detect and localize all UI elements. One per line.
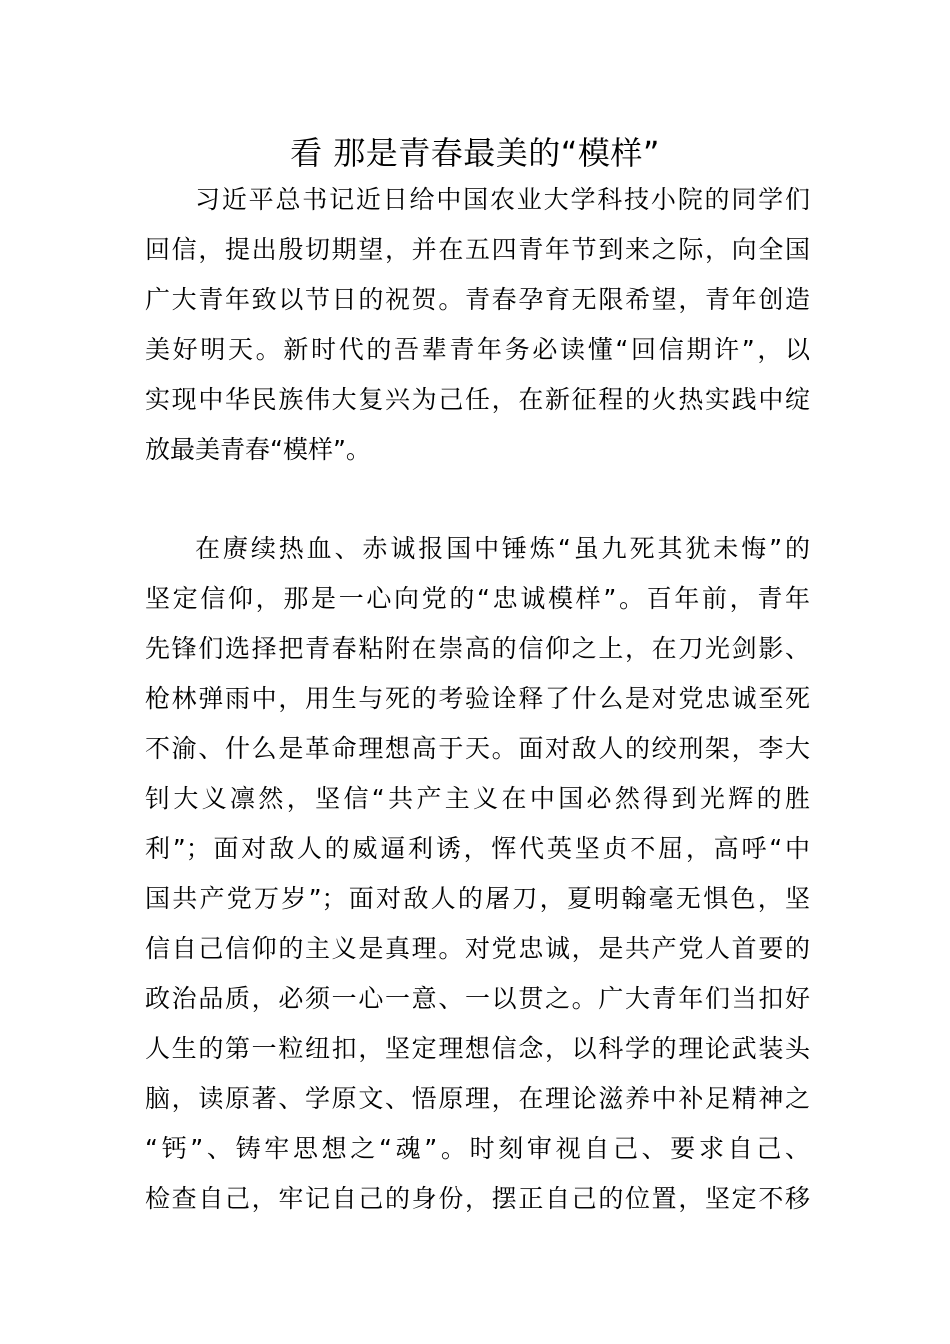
paragraph-line: 脑，读原著、学原文、悟原理，在理论滋养中补足精神之 <box>145 1084 810 1113</box>
paragraph-1 <box>145 175 810 475</box>
paragraph-2 <box>145 524 810 1224</box>
paragraph-line: 检查自己，牢记自己的身份，摆正自己的位置，坚定不移 <box>145 1184 810 1213</box>
paragraph-line: 国共产党万岁”；面对敌人的屠刀，夏明翰毫无惧色，坚 <box>145 884 810 913</box>
paragraph-line: 不渝、什么是革命理想高于天。面对敌人的绞刑架，李大 <box>145 734 810 763</box>
paragraph-line: 美好明天。新时代的吾辈青年务必读懂“回信期许”，以 <box>145 335 810 364</box>
document-title: 看 那是青春最美的“模样” <box>290 134 660 172</box>
paragraph-line: 利”；面对敌人的威逼利诱，恽代英坚贞不屈，高呼“中 <box>145 834 810 863</box>
paragraph-line: 放最美青春“模样”。 <box>145 435 371 464</box>
paragraph-line: 钊大义凛然，坚信“共产主义在中国必然得到光辉的胜 <box>145 784 810 813</box>
paragraph-line: 人生的第一粒纽扣，坚定理想信念，以科学的理论武装头 <box>145 1034 810 1063</box>
paragraph-line: 信自己信仰的主义是真理。对党忠诚，是共产党人首要的 <box>145 934 810 963</box>
paragraph-line: 实现中华民族伟大复兴为己任，在新征程的火热实践中绽 <box>145 385 810 414</box>
paragraph-line: 在赓续热血、赤诚报国中锤炼“虽九死其犹未悔”的 <box>195 534 810 563</box>
paragraph-line: 枪林弹雨中，用生与死的考验诠释了什么是对党忠诚至死 <box>145 684 810 713</box>
paragraph-line: 先锋们选择把青春粘附在崇高的信仰之上，在刀光剑影、 <box>145 634 810 663</box>
paragraph-line: 广大青年致以节日的祝贺。青春孕育无限希望，青年创造 <box>145 285 810 314</box>
paragraph-line: 习近平总书记近日给中国农业大学科技小院的同学们 <box>195 185 810 214</box>
paragraph-line: 回信，提出殷切期望，并在五四青年节到来之际，向全国 <box>145 235 810 264</box>
paragraph-line: 政治品质，必须一心一意、一以贯之。广大青年们当扣好 <box>145 984 810 1013</box>
paragraph-line: 坚定信仰，那是一心向党的“忠诚模样”。百年前，青年 <box>145 584 810 613</box>
paragraph-line: “钙”、铸牢思想之“魂”。时刻审视自己、要求自己、 <box>145 1134 810 1163</box>
